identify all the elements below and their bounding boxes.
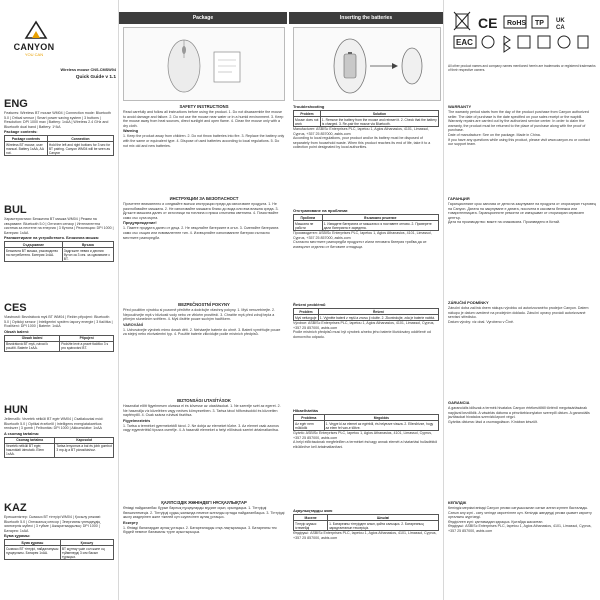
ce-mark-icon <box>478 15 497 31</box>
package-table <box>4 539 114 560</box>
safety-cz <box>123 302 285 337</box>
warranty-kz <box>448 500 596 534</box>
battery-header: Inserting the batteries <box>289 12 443 24</box>
column-safety <box>119 0 289 600</box>
canyon-logo-icon <box>24 20 48 40</box>
table-cell: Mouse does not work <box>295 117 319 126</box>
table-cell: Vezeték nélküli BT egér, használati útmutató. Elem 1xAA. <box>5 443 55 457</box>
table-cell: Bezdrátová BT myš, návod k použití. Baterie 1xAA. <box>5 341 60 351</box>
package-table <box>4 135 114 156</box>
table-header: Kapcsolat <box>55 437 114 443</box>
section-ces <box>4 302 114 352</box>
features-text: Jellemzők: Vezeték nélküli BT egér WM04 | Csatlakozási mód: Bluetooth 5.0 | Optikai érzékelő | Intelligens energiatakarékos rendszer | 3 gomb | Felbontás: DPI 1000 | Akkumulátor: 1xAA <box>4 417 104 431</box>
table-header: Връзка <box>62 242 113 248</box>
manufacture-date-text: Өндірілген күні: қаптамадан қараңыз. Қытайда жасалған. <box>448 519 544 524</box>
table-header: Obsah balení <box>5 335 60 341</box>
safety-kz <box>123 500 285 535</box>
lang-heading: CES <box>4 302 27 314</box>
brand-tagline: YOU CAN <box>24 52 44 57</box>
trouble-title: Hibaelhárítás <box>293 408 319 413</box>
svg-text:UK: UK <box>556 18 565 24</box>
table-header: Шешімі <box>328 515 439 521</box>
column-warranty <box>444 0 600 600</box>
table-cell: Wireless BT mouse, user manual. Battery 1xAA, AA not. <box>5 142 48 156</box>
trouble-en <box>293 104 439 150</box>
disposal-text: A helyi előírásoknak megfelelően a terméket és/vagy annak elemét a háztartási hulladéktól elkülönítve kell ártalmatlanítani. <box>293 440 438 449</box>
table-title: Бума құрамы: <box>4 534 31 539</box>
trouble-title: Řešení problémů <box>293 302 326 307</box>
table-cell: 1. Remove the battery from the mouse and reinsert it. 2. Check that the battery is charged. 3. Re-pair the mouse via Bluetooth. <box>321 117 437 126</box>
safety-text: Read carefully and follow all instructions before using the product. 1. Do not disassemble the mouse to avoid damage and failure. 2. Do not use the mouse near water or in a humid environment. 3. Keep the mouse away from heat sources, direct sunlight and open flame. 4. Clean the mouse only with a dry cloth. <box>123 110 284 128</box>
safety-title: BEZPEČNOSTNÍ POKYNY <box>178 302 230 307</box>
manufacturer-text: Производител: ASBISc Enterprises PLC, Iapetou 1, Agios Athanasios, 4101, Limassol, Cyprus, +357 25 857000, asbis.com <box>293 231 432 240</box>
safety-text: Өнімді пайдаланбас бұрын барлық нұсқауларды мұқият оқып, орындаңыз. 1. Тінтуірді бөлшектемеңіз. 2. Тінтуірді судың жанында немесе ылғалды ортада пайдаланбаңыз. 3. Тінтуірді жылу көздерінен және тікелей күн сәулесінен аулақ ұстаңыз. <box>123 506 285 520</box>
features-text: Характеристики: Безжична BT мишка WM04 | Режим на свързване: Bluetooth 5.0 | Оптичен сензор | Интелигентна система за пестене на енергия | 3 бутона | Резолюция: DPI 1000 | Батерия: 1xAA <box>4 217 114 235</box>
trouble-table <box>293 308 439 321</box>
disposal-text: Podle místních předpisů musí být výrobek a/nebo jeho baterie likvidovány odděleně od domovního odpadu. <box>293 330 431 339</box>
battery-bin-icon <box>578 36 588 48</box>
trouble-table <box>293 414 439 431</box>
brand-name: CANYON <box>13 42 55 52</box>
rohs-icon <box>504 16 526 28</box>
warning-title: Ескерту <box>123 520 138 525</box>
warning-text: 1. Tartsa a terméket gyermekektől távol. 2. Ne dobja az elemeket tűzbe. 3. Az elemet csak azonos vagy egyenértékű típusra cserélje. 4. A használt elemeket a helyi előírások szerint ártalmatlanítsa. <box>123 423 279 433</box>
warranty-title: WARRANTY <box>448 104 472 109</box>
manufacturer-text: Gyártó: ASBISc Enterprises PLC, Iapetou 1, Agios Athanasios, 4101, Limassol, Cyprus, +357 25 857000, asbis.com <box>293 431 433 440</box>
table-header: Megoldás <box>324 415 438 421</box>
features-text: Ерекшеліктер: Сымсыз BT тінтуірі WM04 | Қосылу режимі: Bluetooth 5.0 | Оптикалық сенсор | Энергияны үнемдеудің зияткерлік жүйесі | 3 түйме | Ажыратымдылық: DPI 1000 | Батарея: 1xAA <box>4 515 101 533</box>
paper-recycle-icon <box>538 36 550 48</box>
triman-icon <box>518 36 530 48</box>
lang-heading: BUL <box>4 204 27 216</box>
table-cell: 1. Vegye ki az elemet az egérből, és helyezze vissza. 2. Ellenőrizze, hogy az elem fel van-e töltve. <box>324 421 438 431</box>
eac-icon <box>454 36 476 48</box>
warning-title: Figyelmeztetés <box>123 418 151 423</box>
canyon-logo <box>4 20 64 60</box>
svg-text:RoHS: RoHS <box>507 20 527 27</box>
manufacturer-text: Өндіруші: ASBISc Enterprises PLC, Iapetou 1, Agios Athanasios, 4101, Limassol, Cyprus, +357 25 857000, asbis.com <box>293 531 437 540</box>
model-name: Wireless mouse CNS-CMSW04 <box>60 68 116 72</box>
warranty-text: The warranty period starts from the day of the product purchase from Canyon authorized seller. The date of purchase is the date specified on your sales receipt or the waybill. Warranty repairs are carried out by the authorized service center. In order to claim the warranty, the product must be returned to the place of purchase along with the proof of purchase. <box>448 110 589 133</box>
safety-title: ИНСТРУКЦИИ ЗА БЕЗОПАСНОСТ <box>169 196 239 201</box>
trouble-bg <box>293 208 439 249</box>
svg-text:CA: CA <box>556 25 565 31</box>
column-languages <box>0 0 117 600</box>
table-title: Obsah balení: <box>4 329 30 334</box>
tp-icon <box>532 16 548 28</box>
safety-title: SAFETY INSTRUCTIONS <box>179 104 229 109</box>
table-cell: Тінтуір жұмыс істемейді <box>294 521 328 531</box>
table-header: Мәселе <box>294 515 328 521</box>
safety-title: BIZTONSÁGI UTASÍTÁSOK <box>177 398 231 403</box>
safety-bg <box>123 196 285 240</box>
warning-text: 1. Uchovávejte výrobek mimo dosah dětí. 2. Neházejte baterie do ohně. 3. Baterii vyměňujte pouze za stejný nebo ekvivalentní typ. 4. Použité baterie zlikvidujte podle místních předpisů. <box>123 327 281 337</box>
svg-text:EAC: EAC <box>456 38 473 47</box>
warning-text: 1. Keep the product away from children. 2. Do not throw batteries into fire. 3. Replace the battery only with the same or equivalent type. 4. Dispose of used batteries according to local regulations. 5. Do not mix old and new batteries. <box>123 134 285 148</box>
manufacture-date-text: Дата на производство: вижте на опаковката. Произведено в Китай. <box>448 220 560 225</box>
package-table <box>4 437 114 458</box>
warranty-hu <box>448 400 596 424</box>
cert-icons <box>452 10 594 65</box>
safety-text: Прочетете внимателно и следвайте всички инструкции преди да използвате продукта. 1. Не разглобявайте мишката. 2. Не използвайте мишката близо до вода или във влажна среда. 3. Дръжте мишката далеч от източници на топлина и пряка слънчева светлина. 4. Почиствайте само със суха кърпа. <box>123 202 279 220</box>
section-bul <box>4 204 114 262</box>
warning-title: VAROVÁNÍ <box>123 322 143 327</box>
manufacturer-text: Өндіруші: ASBISc Enterprises PLC, Iapetou 1, Agios Athanasios, 4101, Limassol, Cyprus, +357 25 857000, asbis.com <box>448 524 592 533</box>
trouble-cz <box>293 302 439 339</box>
support-text: If you have any questions while using this product, please visit www.canyon.eu or contact our support team. <box>448 137 590 147</box>
warranty-title: ГАРАНЦИЯ <box>448 196 470 201</box>
mouse-package-illustration <box>124 28 284 100</box>
table-cell: BT жұптау үшін сол және оң түймелерді 3 сек басып тұрыңыз. <box>60 546 113 560</box>
weee-bin-icon <box>454 12 470 30</box>
table-header: Solution <box>320 111 438 117</box>
warranty-cz <box>448 300 596 324</box>
table-cell: Hold the left and right buttons for 3 sec for BT pairing. Canyon WM04 will be seen as Canyon <box>47 142 113 156</box>
table-cell: Сымсыз BT тінтуірі, пайдаланушы нұсқаулығы. Батарея 1xAA. <box>5 546 61 560</box>
table-cell: Podržte levé a pravé tlačítko 3 s pro spárování BT. <box>60 341 114 351</box>
table-cell: 1. Извадете батерията от мишката и я поставете отново. 2. Проверете дали батерията е заредена. <box>322 221 438 231</box>
manufacturer-text: Výrobce: ASBISc Enterprises PLC, Iapetou 1, Agios Athanasios, 4101, Limassol, Cyprus, +357 25 857000, asbis.com <box>293 321 435 330</box>
table-cell: 1. Батареяны тінтуірден алып, қайта салыңыз. 2. Батареяның зарядталғанын тексеріңіз. <box>328 521 439 531</box>
table-header: Проблем <box>294 215 323 221</box>
warranty-text: Кепілдік мерзімі өнімді Canyon ресми сатушысынан сатып алған күннен басталады. Сатып алу күні - сату чегінде көрсетілген күн. Кепілдік жөндеуді ресми қызмет көрсету орталығы жүргізеді. <box>448 506 592 520</box>
table-cell: Безжична BT мишка, ръководство на потребителя. Батерия 1xAA. <box>5 248 63 262</box>
safety-text: Před použitím výrobku si pozorně přečtěte a dodržujte všechny pokyny. 1. Myš nerozebírejte. 2. Nepoužívejte myš v blízkosti vody nebo ve vlhkém prostředí. 3. Chraňte myš před zdroji tepla a přímým slunečním světlem. 4. Myš čistěte pouze suchým hadříkem. <box>123 308 275 322</box>
table-header: Problém <box>294 309 319 315</box>
warranty-title: КЕПІЛДІК <box>448 500 467 505</box>
recycle-icon <box>482 36 494 48</box>
section-kaz <box>4 502 114 560</box>
table-header: Připojení <box>60 335 114 341</box>
warranty-title: ZÁRUČNÍ PODMÍNKY <box>448 300 489 305</box>
manufacture-date-text: Datum výroby: viz obal. Vyrobeno v Číně. <box>448 319 514 324</box>
battery-insert-illustration <box>294 28 440 100</box>
trouble-title: Ақаулықтарды жою <box>293 508 333 513</box>
disposal-text: According to local regulations, your product and/or its battery must be disposed of separately from household waste. When this product reaches its end of life, take it to a collection point designated by local authorities. <box>293 136 431 150</box>
table-header: Probléma <box>294 415 325 421</box>
warranty-text: Гаранционният срок започва от деня на закупуване на продукта от оторизиран търговец на Canyon. Датата на закупуване е датата, посочена в касовата бележка или товарителницата. Гаранционните ремонти се извършват от оторизиран сервизен център. <box>448 202 596 220</box>
trouble-title: Troubleshooting <box>293 104 325 109</box>
package-image <box>123 27 285 101</box>
table-cell: Мишката не работи <box>294 221 323 231</box>
table-header: Řešení <box>318 309 438 315</box>
table-cell: Задръжте левия и десния бутон за 3 сек. за сдвояване с BT. <box>62 248 113 262</box>
table-cell: 1. Vyjměte baterii z myši a znovu ji vložte. 2. Zkontrolujte, zda je baterie nabitá. <box>318 315 438 321</box>
table-title: Разпакетиране на устройството. Безжична мишка: <box>4 236 100 241</box>
ukca-icon <box>556 18 565 31</box>
warranty-bg <box>448 196 596 225</box>
trouble-kz <box>293 508 439 540</box>
table-title: A csomag tartalma: <box>4 431 40 436</box>
lang-heading: ENG <box>4 98 28 110</box>
table-header: Възможно решение <box>322 215 438 221</box>
manufacture-date-text: Gyártás dátuma: lásd a csomagoláson. Kínában készült. <box>448 419 538 424</box>
trouble-table <box>293 214 439 231</box>
table-cell: Tartsa lenyomva a bal és jobb gombot 3 mp-ig a BT párosításhoz. <box>55 443 114 457</box>
table-title: Package contents: <box>4 130 38 135</box>
table-header: Съдържание <box>5 242 63 248</box>
guide-title: Quick Guide v 1.1 <box>75 75 116 80</box>
table-header: Connection <box>47 136 113 142</box>
safety-en <box>123 104 285 148</box>
trouble-table <box>293 514 439 531</box>
warning-text: 1. Пазете продукта далеч от деца. 2. Не хвърляйте батериите в огън. 3. Сменяйте батерията само със същия или еквивалентен тип. 4. Изхвърляйте използваните батерии съгласно местните разпоредби. <box>123 226 279 240</box>
battery-image <box>293 27 441 101</box>
section-eng <box>4 98 114 156</box>
table-header: Бума құрамы <box>5 540 61 546</box>
column-troubleshooting <box>289 0 443 600</box>
package-header: Package <box>119 12 287 24</box>
lang-heading: HUN <box>4 404 28 416</box>
safety-text: Használat előtt figyelmesen olvassa el és kövesse az utasításokat. 1. Ne szerelje szét az egeret. 2. Ne használja víz közelében vagy nedves környezetben. 3. Tartsa távol hőforrásoktól és közvetlen napfénytől. 4. Csak száraz ruhával tisztítsa. <box>123 404 281 418</box>
trouble-table <box>293 110 439 127</box>
table-cell: Myš nefunguje <box>295 315 317 320</box>
disposal-text: Съгласно местните разпоредби продуктът и/или неговата батерия трябва да се изхвърлят отделно от битовите отпадъци. <box>293 240 427 249</box>
warranty-title: GARANCIA <box>448 400 470 405</box>
package-table <box>4 335 114 352</box>
trouble-title: Отстраняване на проблеми <box>293 208 348 213</box>
trouble-hu <box>293 408 439 449</box>
table-header: Csomag tartalma <box>5 437 55 443</box>
warning-title: Предупреждение! <box>123 221 157 226</box>
warning-text: 1. Өнімді балалардан аулақ ұстаңыз. 2. Батареяларды отқа лақтырмаңыз. 3. Батареяны тек бірдей немесе баламалы түрге ауыстырыңыз. <box>123 525 277 535</box>
safety-title: ҚАУІПСІЗДІК ЖӨНІНДЕГІ НҰСҚАУЛЫҚТАР <box>161 500 247 505</box>
bluetooth-icon <box>504 36 510 52</box>
warranty-text: A garanciális időszak a termék hivatalos Canyon értékesítőtől történő megvásárlásának napjával kezdődik. A vásárlás dátuma a pénztárbizonylaton szereplő dátum. A garanciális javításokat hivatalos szervizközpont végzi. <box>448 406 590 420</box>
package-table <box>4 241 114 262</box>
trademark-note: All other product names and company names mentioned herein are trademarks or registered trademarks of their respective owners. <box>448 64 596 72</box>
section-hun <box>4 404 114 458</box>
svg-text:CE: CE <box>478 15 498 31</box>
features-text: Vlastnosti: Bezdrátová myš BT WM04 | Režim připojení: Bluetooth 5.0 | Optický senzor | Inteligentní systém úspory energie | 3 tlačítka | Rozlišení: DPI 1000 | Baterie: 1xAA <box>4 315 113 329</box>
info-icon <box>558 36 570 48</box>
warranty-en <box>448 104 596 147</box>
manufacture-date-text: Date of manufacture: See on the package. Made in China. <box>448 132 541 137</box>
table-header: Package contents <box>5 136 48 142</box>
lang-heading: KAZ <box>4 502 27 514</box>
certification-marks <box>452 10 594 65</box>
table-cell: Az egér nem működik <box>294 421 325 431</box>
table-header: Problem <box>294 111 321 117</box>
features-text: Features: Wireless BT mouse WM04 | Connection mode: Bluetooth 5.0 | Ortical sensor | Smart power saving system | 3 buttons | Resolution: DPI 1000 max | Battery: 1xAA | Wireless 2.4 GHz and Bluetooth dual band | Battery: 1*AA <box>4 111 111 129</box>
table-header: Қосылу <box>60 540 113 546</box>
warranty-text: Záruční doba začíná dnem nákupu výrobku od autorizovaného prodejce Canyon. Datem nákupu je datum uvedené na prodejním dokladu. Záruční opravy provádí autorizované servisní středisko. <box>448 306 589 320</box>
manufacturer-text: Manufacturer: ASBISc Enterprises PLC, Iapetou 1, Agios Athanasios, 4101, Limassol, Cyprus, +357 25 857000, asbis.com <box>293 127 430 136</box>
warning-title: Warning <box>123 129 139 134</box>
safety-hu <box>123 398 285 433</box>
svg-text:TP: TP <box>535 20 544 27</box>
